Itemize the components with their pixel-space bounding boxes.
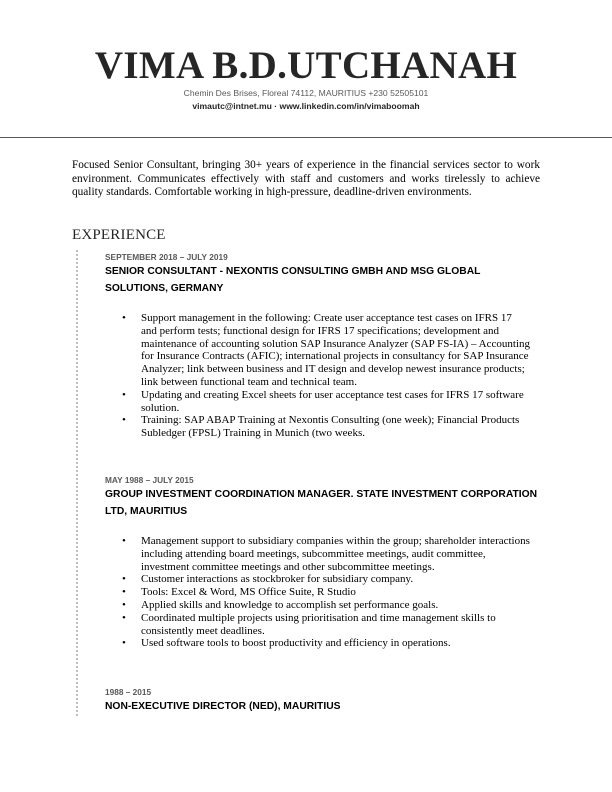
job-title: SENIOR CONSULTANT - NEXONTIS CONSULTING GMBH AND MSG GLOBAL SOLUTIONS, GERMANY [105, 266, 481, 294]
bullet-text: Updating and creating Excel sheets for user acceptance test cases for IFRS 17 software solution. [141, 388, 524, 414]
bullet-item [105, 586, 540, 599]
bullet-text: Customer interactions as stockbroker for subsidiary company. [141, 573, 414, 586]
experience-heading: EXPERIENCE [72, 227, 166, 243]
bullet-icon: • [122, 637, 126, 650]
bullet-icon: • [122, 586, 126, 599]
bullet-icon: • [122, 611, 126, 624]
job-entry [105, 251, 540, 440]
bullet-icon: • [122, 535, 126, 547]
job-entry [105, 474, 540, 650]
bullet-text: Training: SAP ABAP Training at Nexontis Consulting (one week); Financial Products Subledger (FPSL) Training in Munich (two weeks. [141, 414, 520, 440]
bullet-text: Coordinated multiple projects using prioritisation and time management skills to consistently meet deadlines. [141, 611, 496, 637]
bullet-icon: • [122, 573, 126, 586]
bullet-text: Used software tools to boost productivity and efficiency in operations. [141, 637, 451, 650]
bullet-text: Applied skills and knowledge to accomplish set performance goals. [141, 598, 439, 611]
bullet-item [105, 535, 540, 573]
address-line: Chemin Des Brises, Floreal 74112, MAURITIUS +230 52505101 [183, 88, 429, 98]
job-date: 1988 – 2015 [105, 687, 152, 697]
bullet-item [105, 389, 540, 415]
bullet-text: Tools: Excel & Word, MS Office Suite, R Studio [141, 586, 356, 599]
job-title: NON-EXECUTIVE DIRECTOR (NED), MAURITIUS [105, 701, 341, 712]
bullet-text: Support management in the following: Create user acceptance test cases on IFRS 17 and perform tests; functional design for IFRS 17 specifications; development and maintenance of accounting solution SAP Insurance Analyzer (SAP FS-IA) – Accounting for Insurance Contracts (AFIC); international projects in consultancy for SAP Insurance Analyzer; link between business and IT design and develop newest insurance products; link between functional team and technical team. [141, 312, 530, 388]
job-date: MAY 1988 – JULY 2015 [105, 475, 194, 485]
job-bullet-list [105, 535, 540, 650]
bullet-item [105, 612, 540, 638]
bullet-item [105, 573, 540, 586]
bullet-item [105, 312, 540, 389]
header-divider [0, 137, 612, 138]
resume-header [0, 0, 612, 138]
bullet-icon: • [122, 598, 126, 611]
job-title: GROUP INVESTMENT COORDINATION MANAGER. STATE INVESTMENT CORPORATION LTD, MAURITIUS [105, 489, 538, 517]
contact-line: vimautc@intnet.mu · www.linkedin.com/in/vimaboomah [192, 101, 420, 111]
job-entry [105, 686, 540, 716]
job-date: SEPTEMBER 2018 – JULY 2019 [105, 252, 228, 262]
bullet-item [105, 637, 540, 650]
bullet-item [105, 414, 540, 440]
timeline-dotted-line [76, 250, 78, 717]
bullet-icon: • [122, 388, 126, 401]
bullet-icon: • [122, 414, 126, 427]
professional-summary: Focused Senior Consultant, bringing 30+ years of experience in the financial services sector to work environment. Communicates effectively with staff and customers and works tirelessly to achieve quality standards. Comfortable working in high-pressure, deadline-driven environments. [72, 159, 540, 198]
bullet-text: Management support to subsidiary companies within the group; shareholder interactions including attending board meetings, subcommittee meetings, audit committee, investment committee meetings and other subcommittee meetings. [141, 535, 530, 573]
job-bullet-list [105, 312, 540, 440]
bullet-item [105, 599, 540, 612]
candidate-name: VIMA B.D.UTCHANAH [94, 44, 518, 87]
bullet-icon: • [122, 312, 126, 324]
